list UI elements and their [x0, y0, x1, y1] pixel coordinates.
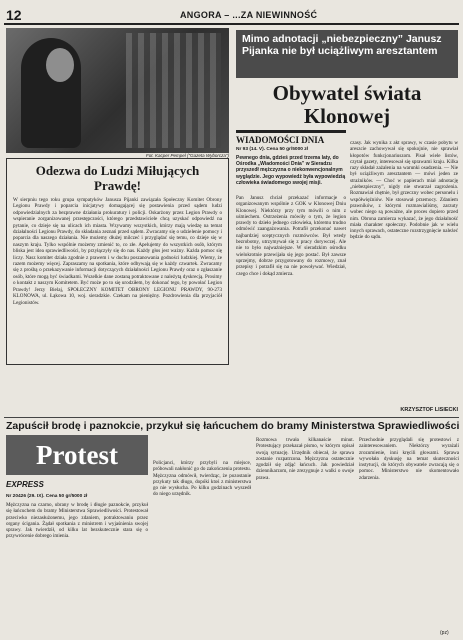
- appeal-body: W sierpniu tego roku grupa sympatyków Janusza Pijanki zawiązała Społeczny Komitet Obrony Legionu Prawdy i poparcia inicjatywy domagającej się postawienia przed sądem ludzi odpowiedzialnych za bezprawne działania prokuratury i policji. Oskarżony przez Legion Prawdy o wspieranie zorganizowanej przestępczości, którego przedstawiciele chcą uzyskać odpowiedź na pytanie, co dzieje się na ulicach ich miasta. Wzywamy wszystkich, którzy mają wiedzę na temat działalności Legionu Prawdy, do składania zeznań przed sądem. Zwracamy się o udzielenie pomocy i poparcia dla naszego działania. Nie możemy dłużej milczeć i przyglądać się temu, co dzieje się w naszym kraju. Tylko wspólnie możemy zmienić to, co złe. Apelujemy do wszystkich osób, którym bliska jest idea sprawiedliwości, by przyłączyły się do nas. Każdy głos jest ważny. Każda pomoc się liczy. Nasz komitet działa zgodnie z prawem i w duchu poszanowania godności ludzkiej. Wiemy, że razem możemy więcej. Zapraszamy na spotkania, które odbywają się w każdy czwartek. Zwracamy się z prośbą o przekazywanie informacji dotyczących działalności Legionu Prawdy oraz o zgłaszanie osób, które mogą być świadkami. Wszelkie dane zostaną potraktowane z należytą dyskrecją. Prosimy o kontakt z naszym Komitetem. Być może po to się urodziłem, by dokonać tego, by powołać Legion Prawdy! Jerzy Bielaj, SPOŁECZNY KOMITET OBRONY LEGIONU PRAWDY, 90-273 KLONOWA, ul. Łąkowa 10, woj. sieradzkie. Czekam na pieniężny. Pozdrowienia dla przyjaciół Legionistów.: [13, 197, 222, 306]
- appeal-box: [6, 158, 229, 365]
- article-title: Obywatel świata Klonowej: [272, 81, 422, 128]
- bottom-headline: Zapuścił brodę i paznokcie, przykuł się łańcuchem do bramy Ministerstwa Sprawiedliwości: [6, 420, 460, 432]
- express-logo: EXPRESS: [6, 480, 44, 489]
- footer-initials: (pz): [440, 630, 449, 636]
- article-column-right: czasy. Jak wynika z akt sprawy, w czasie pobytu w areszcie zachowywał się spokojnie, nie sprawiał kłopotów funkcjonariuszom. Pisał wiele listów, czytał gazety, interesował się sprawami kraju. Kilka razy składał zażalenia na warunki osadzenia. — Nie był uciążliwym aresztantem — mówi jeden ze strażników. — Choć w papierach miał adnotację „niebezpieczny”, nigdy nie stwarzał zagrożenia. Rozmawiał chętnie, był grzeczny wobec personelu i współwięźniów. Nie stosował przemocy. Zdaniem prawników, z którymi rozmawialiśmy, zarzuty wobec niego są poważne, ale proces dopiero przed nim. Obrona zamierza wykazać, że jego działalność miała charakter społeczny. Podobnie jak w wielu innych sprawach, ostateczne rozstrzygnięcie należeć będzie do sądu.: [350, 140, 458, 241]
- photo-gate: [126, 33, 221, 148]
- divider-rule: [4, 417, 459, 418]
- logo-bar: [236, 130, 346, 133]
- protest-title: Protest: [6, 435, 148, 475]
- article-headline: Mimo adnotacji „niebezpieczny” Janusz Pijanka nie był uciążliwym aresztantem: [236, 30, 458, 78]
- section-title: ANGORA – ...ZA NIEWINNOŚĆ: [180, 10, 318, 20]
- portrait-photo: [6, 28, 229, 153]
- article-intro: Pewnego dnia, gdzieś przed trzema laty, do Ośrodka „Wiadomości Dnia” w Sieradzu przyszedł mężczyzna o niekonwencjonalnym wyglądzie. Jego wypowiedź była wypowiedzią człowieka świadomego swojej misji.: [236, 155, 346, 186]
- bottom-column-4: Przechodnie przyglądali się protestowi z zainteresowaniem. Niektórzy wyrażali zrozumienie, inni kręcili głowami. Sprawa wywołała dyskusję na temat skuteczności instytucji, do których obywatele zwracają się o pomoc. Ministerstwo nie skomentowało zdarzenia.: [359, 437, 459, 481]
- article-column-left: Pan Janusz chciał przekazać informacje o organizowanym wspólnie z GOK w Klonowej Dniu Klonowej. Niektórzy przy tym mówili o nim z uśmiechem. Ostrzeżenia mówiły o tym, że legion prawdy to dzieło jednego człowieka, któremu trudno odmówić zaangażowania. Potrafił przekonać nawet najbardziej sceptycznych rozmówców. Był wtedy bezrobotny, utrzymywał się z pracy dorywczej. Ale nie to było najważniejsze. W sieradzkim ośrodku wielokrotnie przewijała się jego postać. Był zawsze uprzejmy, dobrze przygotowany do rozmowy, znał przepisy i potrafił się na nie powoływać. Wiedział, czego chce i dokąd zmierza.: [236, 195, 346, 277]
- logo-text: WIADOMOŚCI DNIA: [236, 135, 325, 145]
- photo-face: [46, 48, 74, 82]
- bottom-column-1: Mężczyzna na czarno, ubrany w brodę i długie paznokcie, przykuł się łańcuchem do bramy Ministerstwa Sprawiedliwości. Protestował przeciwko niezasłużonemu, jego zdaniem, potraktowaniu przez organy ścigania. Żądał spotkania z ministrem i wyjaśnienia swojej sprawy. Jak twierdził, od kilku lat bezskutecznie stara się o przywrócenie dobrego imienia.: [6, 502, 148, 540]
- page-number: 12: [6, 7, 22, 23]
- bottom-column-2: Policjanci, którzy przybyli na miejsce, próbowali nakłonić go do zakończenia protestu. Mężczyzna odmówił, twierdząc, że pozostanie przykuty tak długo, dopóki ktoś z ministerstwa go nie wysłucha. Po kilku godzinach wyszedł do niego urzędnik.: [153, 460, 251, 498]
- issue-line: Nr 93 (14. V). Cena 50 gr/5000 zł: [236, 147, 308, 152]
- article-author: KRZYSZTOF LISIECKI: [400, 407, 458, 413]
- photo-caption: Fot. Kacper Pempel ("Gazeta Wyborcza"): [146, 153, 229, 158]
- source-logo: [236, 130, 346, 145]
- appeal-title: Odezwa do Ludzi Miłujących Prawdę!: [35, 163, 200, 193]
- page-header: [0, 0, 463, 30]
- bottom-column-3: Rozmowa trwała kilkanaście minut. Protestujący przekazał pismo, w którym opisał swoją sytuację. Urzędnik obiecał, że sprawa zostanie rozpatrzona. Mężczyzna ostatecznie zgodził się zdjąć łańcuch. Jak powiedział dziennikarzom, nie zrezygnuje z walki o swoje prawa.: [256, 437, 354, 481]
- bottom-issue-line: Nr 20426 (29. IX). Cena 50 gr/5000 zł: [6, 494, 88, 499]
- header-rule: [4, 23, 459, 25]
